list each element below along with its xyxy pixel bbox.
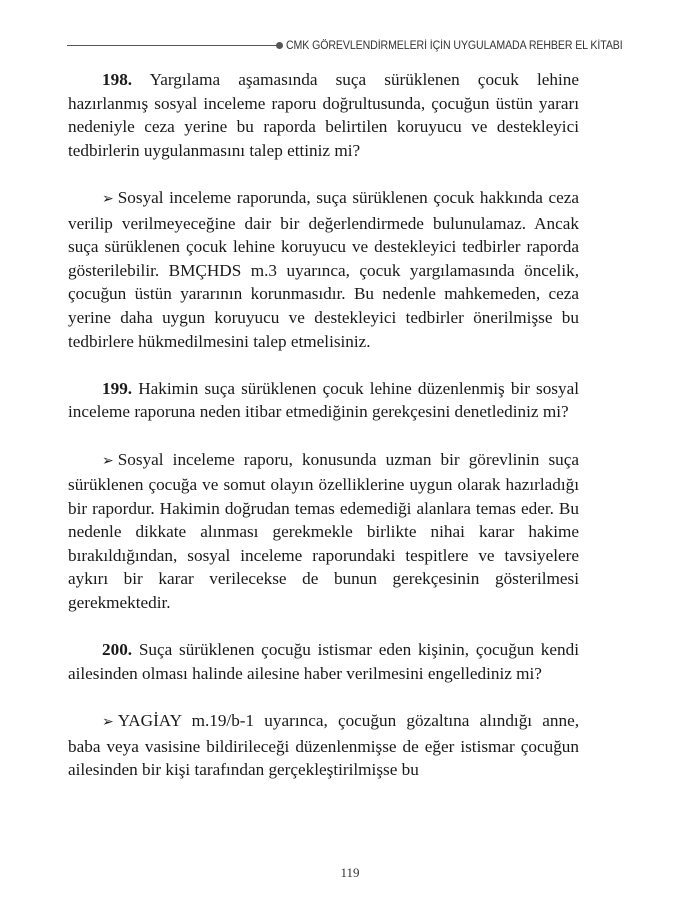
question-199 (68, 377, 579, 424)
question-number: 200. (102, 640, 133, 660)
answer-200 (68, 709, 579, 782)
question-text: Hakimin suça sürüklenen çocuk lehine düzenlenmiş bir sosyal inceleme raporuna neden itibar etmediğinin gerekçesini denetlediniz mi? (68, 378, 579, 422)
answer-text: Sosyal inceleme raporu, konusunda uzman bir görevlinin suça sürüklenen çocuğa ve somut olayın özelliklerine uygun olarak hazırladığı bir rapordur. Hakimin doğrudan temas edemediği alanlara temas eder. Bu nedenle dikkate alınması gerekmekle birlikte nihai karar hakime bırakıldığından, sosyal inceleme raporundaki tespitlere ve tavsiyelere aykırı bir karar verilecekse de bunun gerekçesinin gösterilmesi gerekmektedir. (68, 449, 579, 613)
question-200 (68, 638, 579, 685)
arrow-bullet-icon: ➢ (102, 452, 114, 469)
header-rule (67, 45, 277, 46)
header-bullet (276, 42, 283, 49)
question-number: 198. (102, 70, 133, 89)
answer-198 (68, 186, 579, 353)
question-number: 199. (102, 378, 133, 398)
answer-text: YAGİAY m.19/b-1 uyarınca, çocuğun gözaltına alındığı anne, baba veya vasisine bildirileceği düzenlenmişse de eğer istismar çocuğun ailesinden bir kişi tarafından gerçekleştirilmişse bu (68, 711, 579, 780)
arrow-bullet-icon: ➢ (102, 714, 114, 731)
arrow-bullet-icon: ➢ (102, 190, 114, 207)
page-number: 119 (340, 865, 360, 880)
answer-text: Sosyal inceleme raporunda, suça sürüklenen çocuk hakkında ceza verilip verilmeyeceğine dair bir değerlendirmede bulunulamaz. Ancak suça sürüklenen çocuk lehine koruyucu ve destekleyici tedbirler raporda gösterilebilir. BMÇHDS m.3 uyarınca, çocuk yargılamasında öncelik, çocuğun üstün yararının korunmasıdır. Bu nedenle mahkemeden, ceza yerine daha uygun koruyucu ve destekleyici tedbirler önerilmişse bu tedbirlere hükmedilmesini talep etmelisiniz. (68, 187, 579, 351)
question-198 (68, 68, 579, 162)
question-text: Suça sürüklenen çocuğu istismar eden kişinin, çocuğun kendi ailesinden olması halinde ailesine haber verilmesini engellediniz mi? (68, 640, 579, 683)
header-title: CMK GÖREVLENDİRMELERİ İÇİN UYGULAMADA REHBER EL KİTABI (286, 40, 623, 52)
question-text: Yargılama aşamasında suça sürüklenen çocuk lehine hazırlanmış sosyal inceleme raporu doğrultusunda, çocuğun üstün yararı nedeniyle ceza yerine bu raporda belirtilen koruyucu ve destekleyici tedbirlerin uygulanmasını talep ettiniz mi? (68, 70, 579, 160)
page-body (68, 68, 579, 805)
running-header (67, 38, 623, 54)
answer-199 (68, 448, 579, 615)
